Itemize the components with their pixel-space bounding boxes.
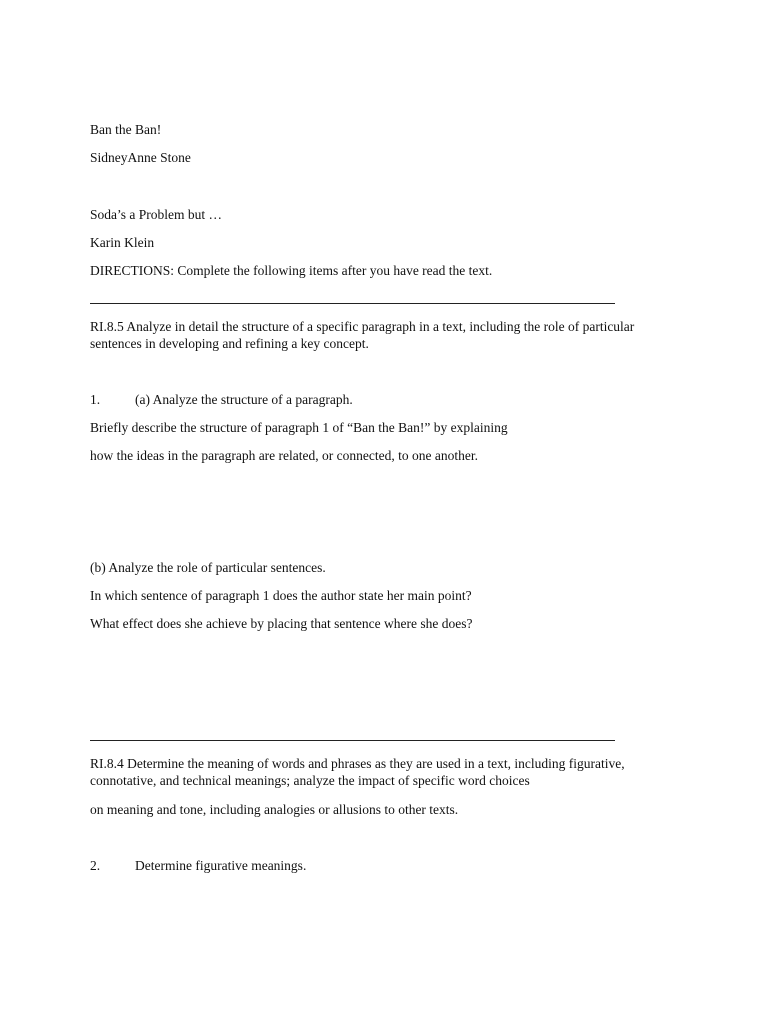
directions: DIRECTIONS: Complete the following items after you have read the text. [90,263,493,278]
standard-ri-8-4: RI.8.4 Determine the meaning of words and phrases as they are used in a text, including figurative, connotative, and technical meanings; analyze the impact of specific word choices [90,756,625,788]
standard-ri-8-4-continuation: on meaning and tone, including analogies or allusions to other texts. [90,802,459,817]
text1-title: Ban the Ban! [90,122,162,137]
item-1b-heading: (b) Analyze the role of particular sentences. [90,560,326,575]
item-2-heading [90,857,306,874]
section-divider-1 [90,303,615,304]
item-1-heading [90,391,353,408]
text2-author: Karin Klein [90,235,155,250]
item-1-number: 1. [90,392,101,407]
section-divider-2 [90,740,615,741]
item-1a-prompt-line-1: Briefly describe the structure of paragraph 1 of “Ban the Ban!” by explaining [90,420,508,435]
item-1b-prompt-line-1: In which sentence of paragraph 1 does the author state her main point? [90,588,472,603]
text2-title: Soda’s a Problem but … [90,207,222,222]
standard-ri-8-5: RI.8.5 Analyze in detail the structure of a specific paragraph in a text, including the role of particular sentences in developing and refining a key concept. [90,319,635,351]
item-1a-prompt-line-2: how the ideas in the paragraph are related, or connected, to one another. [90,448,478,463]
item-1b-prompt-line-2: What effect does she achieve by placing that sentence where she does? [90,616,473,631]
item-2-number: 2. [90,858,101,873]
item-2-title: Determine figurative meanings. [135,858,307,873]
item-1a-heading: (a) Analyze the structure of a paragraph. [135,392,353,407]
text1-author: SidneyAnne Stone [90,150,191,165]
